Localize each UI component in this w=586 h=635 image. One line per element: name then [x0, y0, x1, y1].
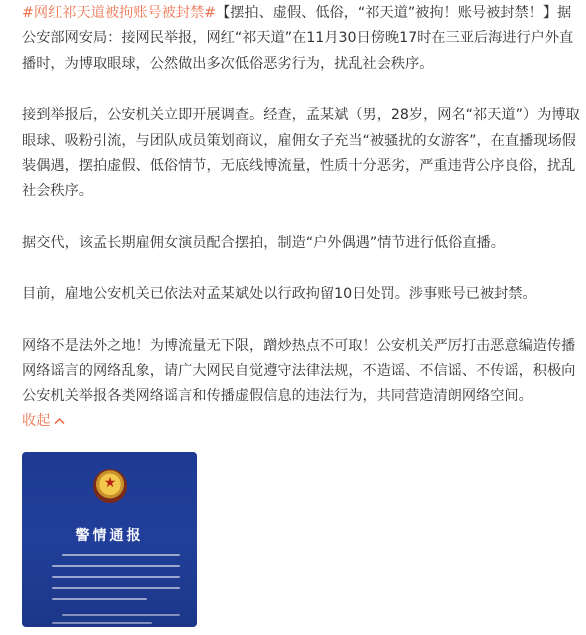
weibo-post	[22, 0, 582, 434]
collapse-button[interactable]	[22, 409, 66, 434]
collapse-label: 收起	[22, 412, 51, 429]
post-paragraph-5: 网络不是法外之地！为博流量无下限，蹭炒热点不可取！公安机关严厉打击恶意编造传播网络谣言的网络乱象，请广大网民自觉遵守法律法规，不造谣、不信谣、不传谣，积极向公安机关举报各类网络谣言和传播虚假信息的违法行为，共同营造清朗网络空间。	[22, 337, 576, 405]
police-notice-image[interactable]	[22, 452, 197, 627]
chevron-up-icon	[52, 409, 66, 434]
post-paragraph-1	[22, 1, 582, 77]
post-paragraph-3: 据交代，该孟长期雇佣女演员配合摆拍，制造“户外偶遇”情节进行低俗直播。	[22, 234, 505, 251]
post-paragraph-4: 目前，雇地公安机关已依法对孟某斌处以行政拘留10日处罚。涉事账号已被封禁。	[22, 286, 537, 303]
police-emblem-icon: ★	[93, 469, 127, 503]
post-paragraph-2: 接到举报后，公安机关立即开展调查。经查，孟某斌（男，28岁，网名“祁天道”）为博取眼球、吸粉引流，与团队成员策划商议，雇佣女子充当“被骚扰的女游客”，在直播现场假装偶遇，摆拍虚假、低俗情节，无底线博流量，性质十分恶劣，严重违背公序良俗，扰乱社会秩序。	[22, 107, 580, 200]
notice-image-title: 警情通报	[75, 528, 144, 544]
hashtag-link[interactable]: #网红祁天道被拘账号被封禁#	[22, 5, 217, 21]
post-paragraph-1-text: 【摆拍、虚假、低俗，“祁天道”被拘！账号被封禁！】据公安部网安局：接网民举报，网红“祁天道”在11月30日傍晚17时在三亚后海进行户外直播时，为博取眼球，公然做出多次低俗恶劣行为，扰乱社会秩序。	[22, 5, 574, 72]
